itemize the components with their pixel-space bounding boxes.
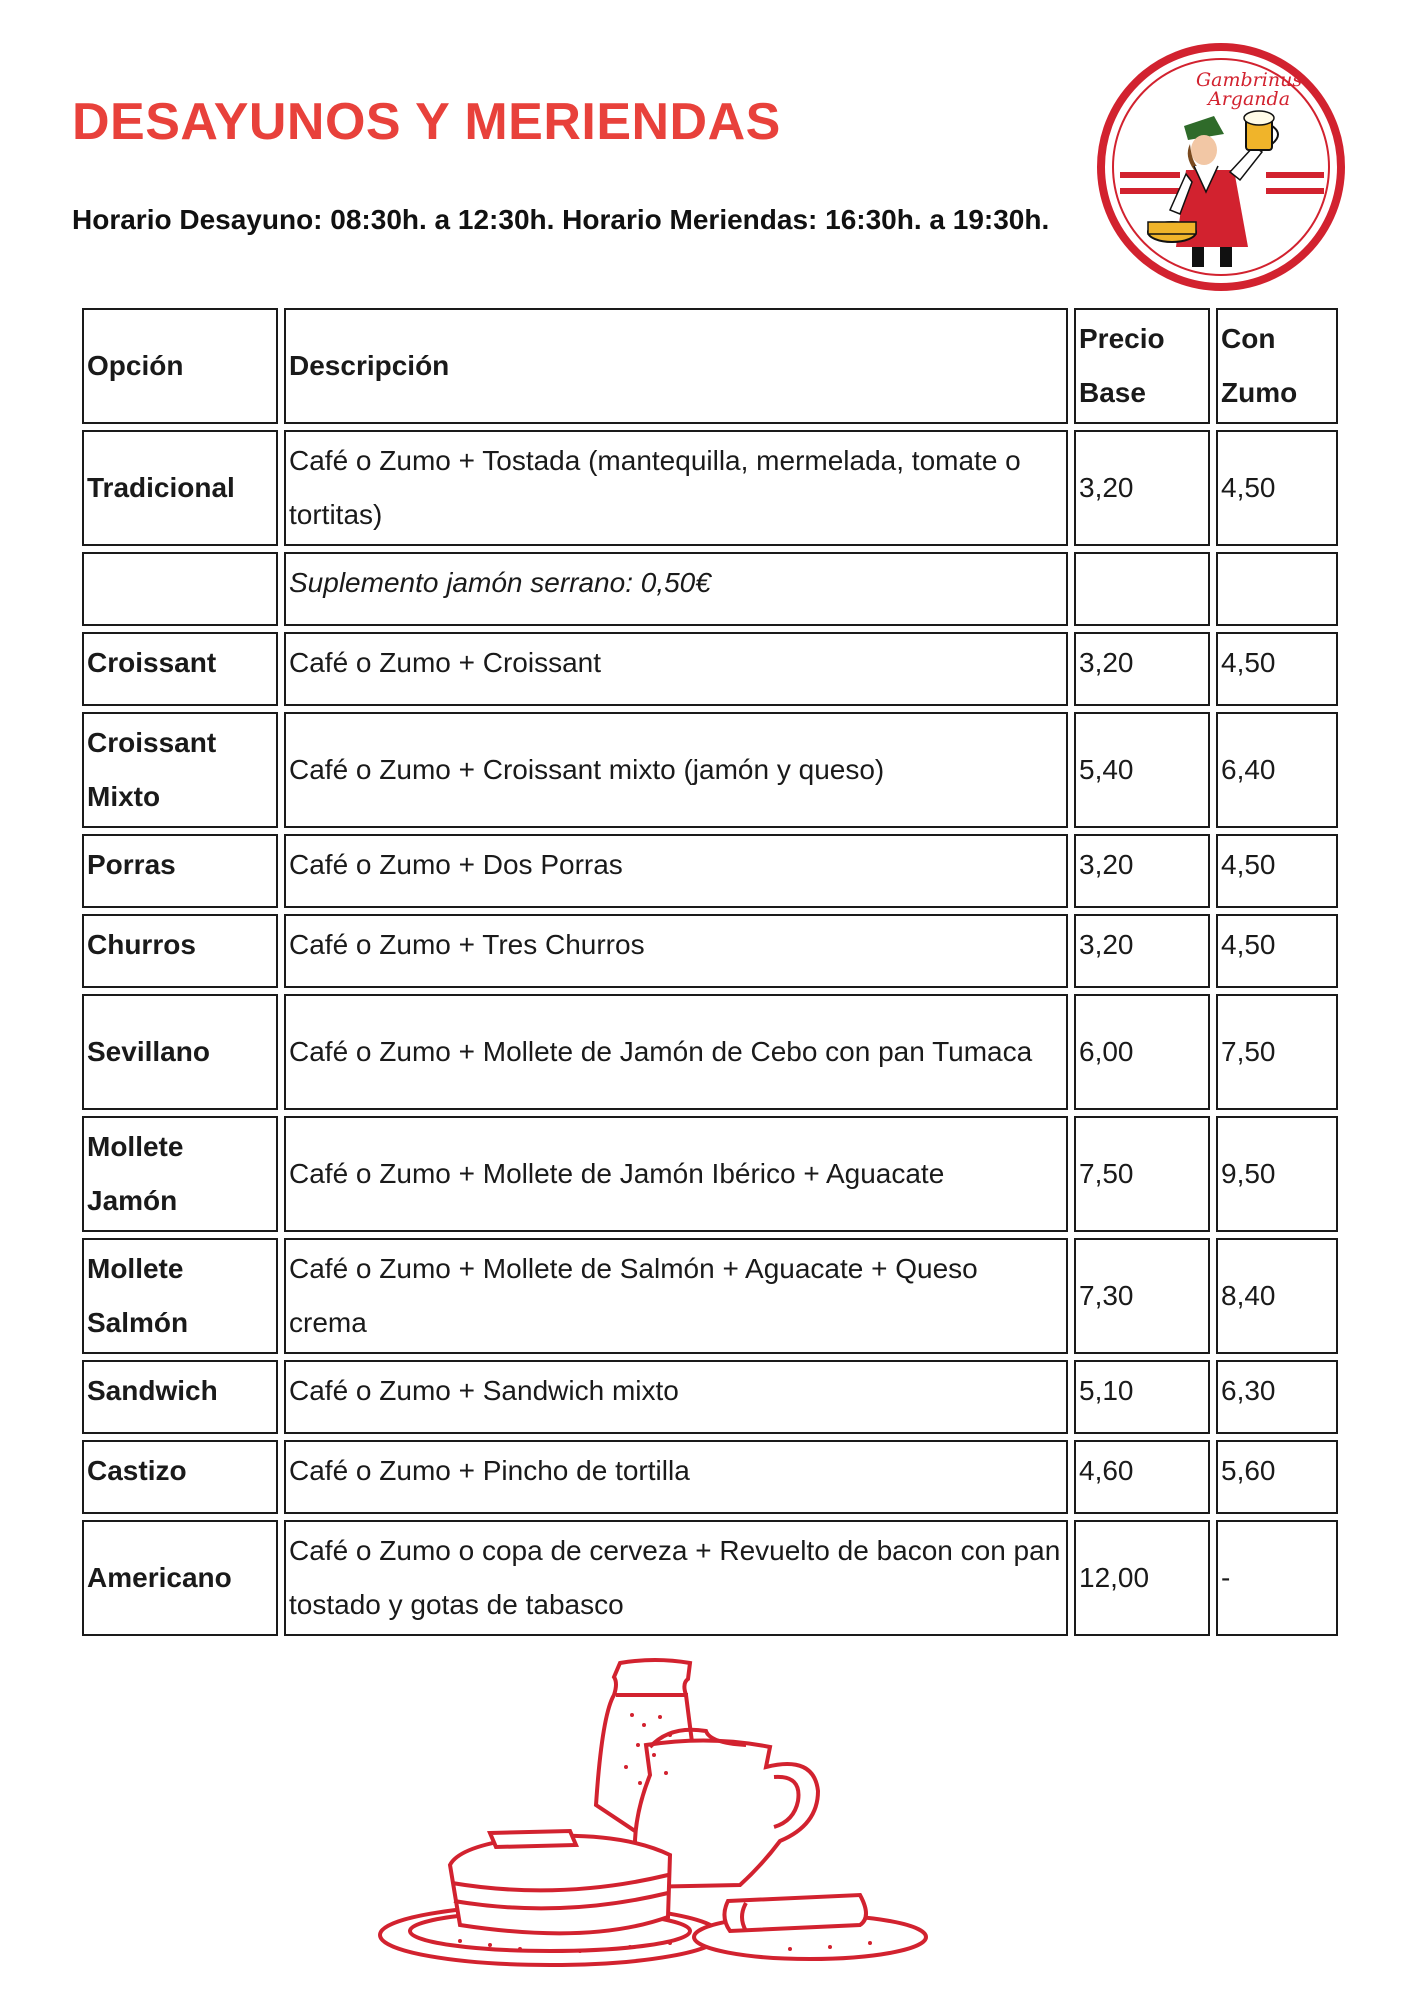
logo-text-line1: Gambrinus	[1196, 69, 1303, 91]
option-cell: Sandwich	[82, 1360, 278, 1434]
breakfast-menu-table	[76, 302, 1344, 1642]
juice-price-cell: 9,50	[1216, 1116, 1338, 1232]
table-header-row	[82, 308, 1338, 424]
description-cell: Café o Zumo + Mollete de Jamón Ibérico + Aguacate	[284, 1116, 1068, 1232]
description-cell: Café o Zumo o copa de cerveza + Revuelto de bacon con pan tostado y gotas de tabasco	[284, 1520, 1068, 1636]
juice-price-cell: 8,40	[1216, 1238, 1338, 1354]
base-price-cell: 7,50	[1074, 1116, 1210, 1232]
juice-price-cell: 4,50	[1216, 914, 1338, 988]
juice-price-cell: 6,40	[1216, 712, 1338, 828]
option-cell	[82, 552, 278, 626]
description-cell: Café o Zumo + Croissant mixto (jamón y queso)	[284, 712, 1068, 828]
table-row	[82, 994, 1338, 1110]
description-cell: Café o Zumo + Mollete de Salmón + Aguacate + Queso crema	[284, 1238, 1068, 1354]
table-row	[82, 1520, 1338, 1636]
description-cell: Café o Zumo + Croissant	[284, 632, 1068, 706]
option-cell: Tradicional	[82, 430, 278, 546]
description-cell: Café o Zumo + Mollete de Jamón de Cebo con pan Tumaca	[284, 994, 1068, 1110]
base-price-cell: 6,00	[1074, 994, 1210, 1110]
juice-price-cell: 6,30	[1216, 1360, 1338, 1434]
base-price-cell: 7,30	[1074, 1238, 1210, 1354]
table-row	[82, 552, 1338, 626]
gambrinus-logo	[1096, 42, 1346, 292]
juice-price-cell: 4,50	[1216, 632, 1338, 706]
juice-price-cell: -	[1216, 1520, 1338, 1636]
option-cell: Croissant Mixto	[82, 712, 278, 828]
juice-price-cell: 4,50	[1216, 834, 1338, 908]
base-price-cell: 3,20	[1074, 430, 1210, 546]
option-cell: Castizo	[82, 1440, 278, 1514]
base-price-cell: 12,00	[1074, 1520, 1210, 1636]
table-row	[82, 1440, 1338, 1514]
juice-price-cell: 4,50	[1216, 430, 1338, 546]
header-description: Descripción	[284, 308, 1068, 424]
description-cell: Café o Zumo + Tostada (mantequilla, mermelada, tomate o tortitas)	[284, 430, 1068, 546]
description-cell: Café o Zumo + Sandwich mixto	[284, 1360, 1068, 1434]
option-cell: Churros	[82, 914, 278, 988]
option-cell: Mollete Salmón	[82, 1238, 278, 1354]
breakfast-illustration	[370, 1655, 930, 1975]
table-row	[82, 1360, 1338, 1434]
table-row	[82, 1238, 1338, 1354]
option-cell: Porras	[82, 834, 278, 908]
juice-price-cell: 5,60	[1216, 1440, 1338, 1514]
opening-hours: Horario Desayuno: 08:30h. a 12:30h. Horario Meriendas: 16:30h. a 19:30h.	[72, 204, 1050, 235]
base-price-cell: 3,20	[1074, 834, 1210, 908]
juice-price-cell: 7,50	[1216, 994, 1338, 1110]
header-with-juice: Con Zumo	[1216, 308, 1338, 424]
description-cell: Café o Zumo + Tres Churros	[284, 914, 1068, 988]
base-price-cell: 3,20	[1074, 914, 1210, 988]
header-option: Opción	[82, 308, 278, 424]
description-cell: Café o Zumo + Pincho de tortilla	[284, 1440, 1068, 1514]
option-cell: Americano	[82, 1520, 278, 1636]
option-cell: Croissant	[82, 632, 278, 706]
option-cell: Mollete Jamón	[82, 1116, 278, 1232]
base-price-cell: 5,10	[1074, 1360, 1210, 1434]
base-price-cell: 3,20	[1074, 632, 1210, 706]
logo-text-line2: Arganda	[1208, 88, 1291, 110]
table-row	[82, 712, 1338, 828]
header-base-price: Precio Base	[1074, 308, 1210, 424]
table-row	[82, 430, 1338, 546]
option-cell: Sevillano	[82, 994, 278, 1110]
description-cell: Café o Zumo + Dos Porras	[284, 834, 1068, 908]
supplement-note: Suplemento jamón serrano: 0,50€	[284, 552, 1068, 626]
base-price-cell	[1074, 552, 1210, 626]
base-price-cell: 4,60	[1074, 1440, 1210, 1514]
table-row	[82, 632, 1338, 706]
table-row	[82, 914, 1338, 988]
table-row	[82, 1116, 1338, 1232]
juice-price-cell	[1216, 552, 1338, 626]
page-title: DESAYUNOS Y MERIENDAS	[72, 93, 781, 151]
base-price-cell: 5,40	[1074, 712, 1210, 828]
table-row	[82, 834, 1338, 908]
